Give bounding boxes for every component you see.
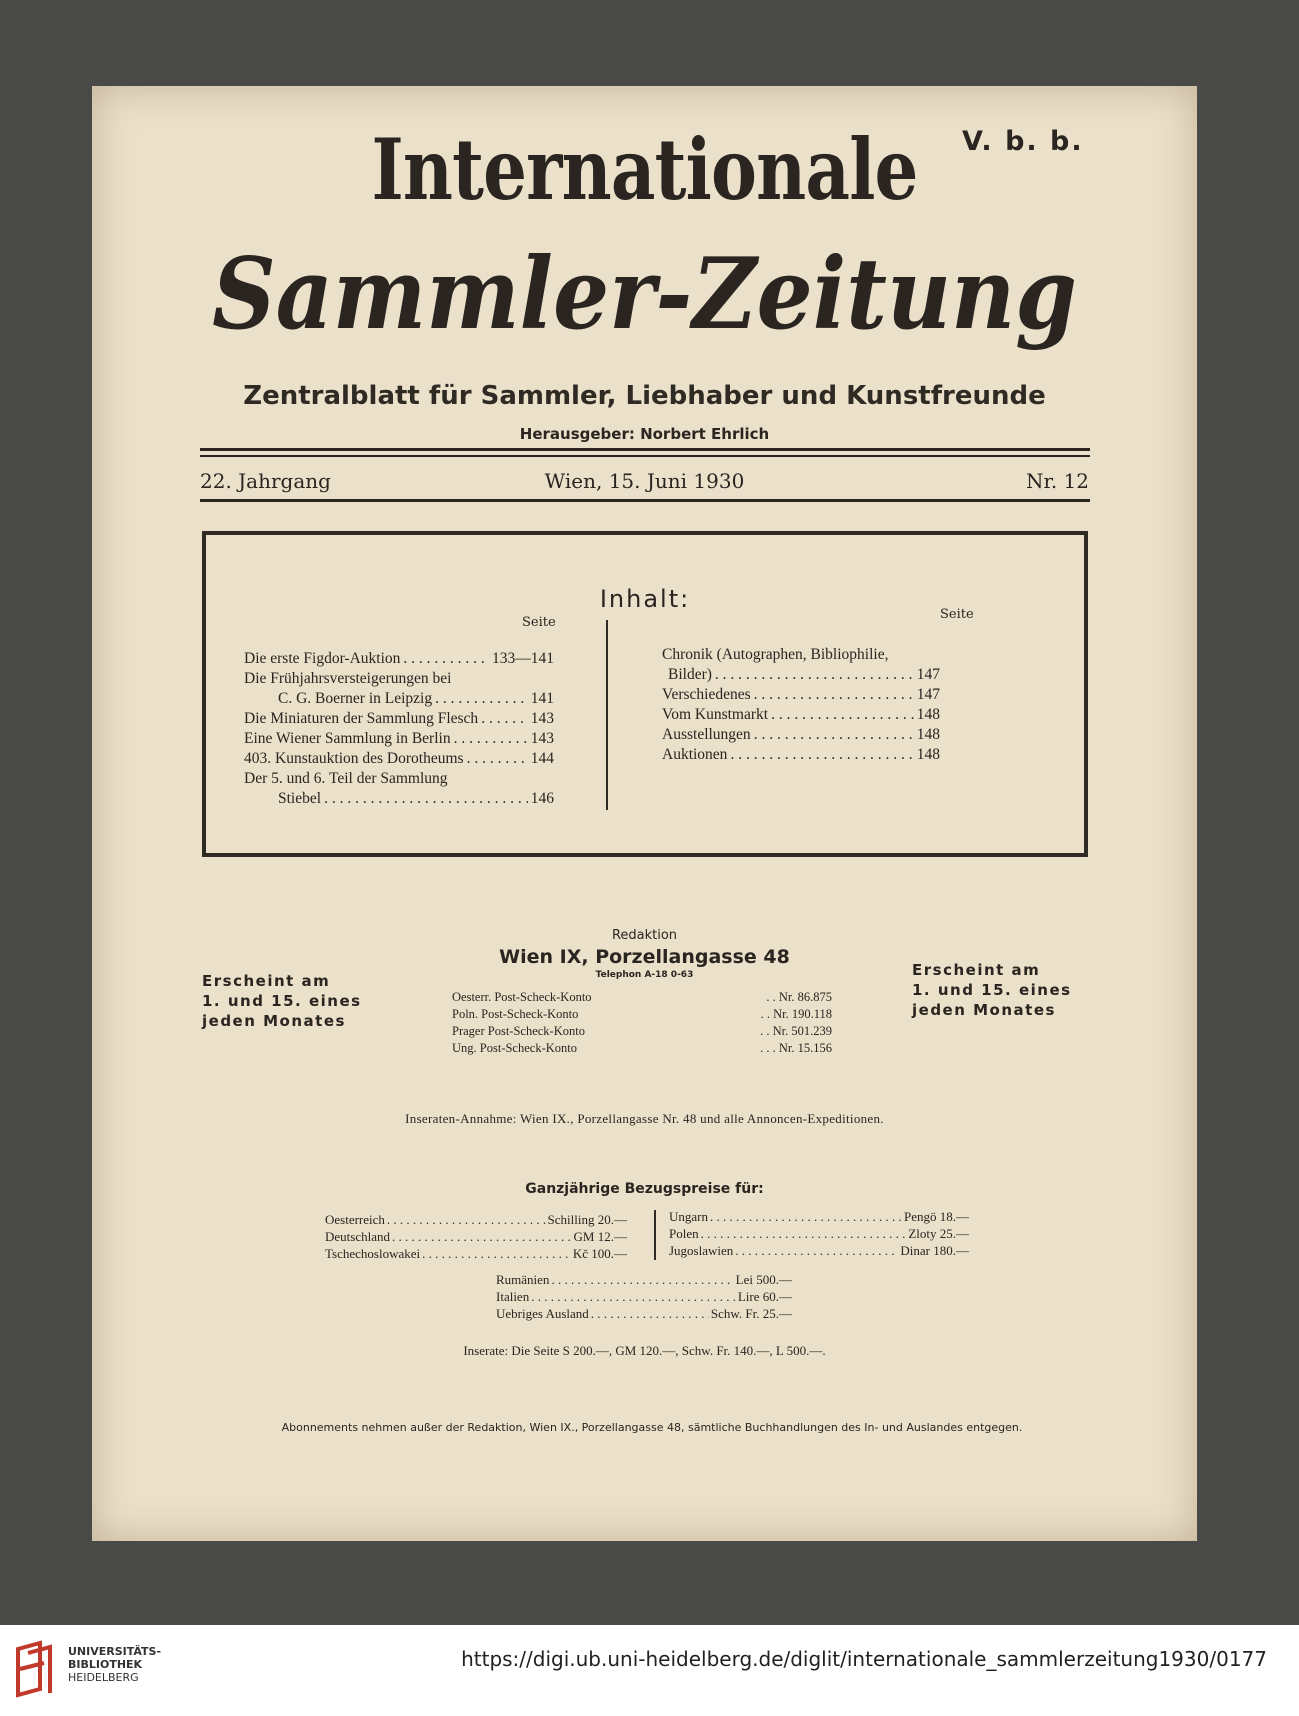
library-name-line: BIBLIOTHEK xyxy=(68,1658,143,1671)
konto-row: Oesterr. Post-Scheck-Konto . . Nr. 86.875 xyxy=(452,990,832,1004)
toc-item: 403. Kunstauktion des Dorotheums . . . 144 xyxy=(244,749,554,769)
inserate-prices: Inserate: Die Seite S 200.—, GM 120.—, Schw. Fr. 140.—, L 500.—. xyxy=(463,1343,826,1358)
publisher: Herausgeber: Norbert Ehrlich xyxy=(519,425,770,443)
document-url[interactable]: https://digi.ub.uni-heidelberg.de/diglit/internationale_sammlerzeitung1930/0177 xyxy=(461,1647,1267,1671)
redaktion-label: Redaktion xyxy=(611,928,678,943)
erscheint-line: jeden Monates xyxy=(202,1012,346,1030)
jahrgang: 22. Jahrgang xyxy=(200,469,331,493)
rule-top xyxy=(200,448,1090,451)
toc-item: C. G. Boerner in Leipzig . . . 141 xyxy=(244,689,554,709)
newspaper-page xyxy=(92,86,1197,1541)
toc-item: Auktionen . . . 148 xyxy=(662,745,940,765)
library-logo-icon xyxy=(14,1639,60,1699)
prices-divider xyxy=(654,1210,656,1260)
erscheint-line: 1. und 15. eines xyxy=(202,992,362,1010)
erscheint-left xyxy=(202,971,362,1031)
library-name-line: UNIVERSITÄTS- xyxy=(68,1645,162,1658)
toc-item: Die Miniaturen der Sammlung Flesch . . . 143 xyxy=(244,709,554,729)
viewer-footer xyxy=(0,1625,1299,1716)
seite-label-left: Seite xyxy=(522,615,556,630)
title-line-1: Internationale xyxy=(371,120,918,219)
toc-item: Die Frühjahrsversteigerungen bei xyxy=(244,670,452,687)
seite-label-right: Seite xyxy=(940,607,974,622)
price-row: Jugoslawien . . . Dinar 180.— xyxy=(669,1242,969,1259)
issue-number: Nr. 12 xyxy=(1025,469,1089,493)
erscheint-right xyxy=(912,960,1072,1020)
price-row: Ungarn . . . Pengö 18.— xyxy=(669,1208,969,1225)
konto-list xyxy=(452,989,832,1057)
toc-item: Verschiedenes . . . 147 xyxy=(662,685,940,705)
inserate-annahme: Inseraten-Annahme: Wien IX., Porzellangasse Nr. 48 und alle Annoncen-Expeditionen. xyxy=(405,1111,884,1126)
library-name xyxy=(68,1645,161,1684)
rule-bottom xyxy=(200,499,1090,502)
toc-item: Ausstellungen . . . 148 xyxy=(662,725,940,745)
contents-divider xyxy=(606,620,608,810)
toc-item: Stiebel . . . 146 xyxy=(244,789,554,809)
price-row: Rumänien . . . Lei 500.— xyxy=(496,1271,792,1288)
redaktion-address: Wien IX, Porzellangasse 48 xyxy=(499,946,790,968)
toc-item: Eine Wiener Sammlung in Berlin . . . 143 xyxy=(244,729,554,749)
toc-item: Bilder) . . . 147 xyxy=(662,665,940,685)
contents-left xyxy=(244,649,554,809)
erscheint-line: jeden Monates xyxy=(912,1001,1056,1019)
title-line-2: Sammler-Zeitung xyxy=(212,237,1077,352)
toc-item: Der 5. und 6. Teil der Sammlung xyxy=(244,770,448,787)
prices-center xyxy=(496,1271,792,1322)
issue-date: Wien, 15. Juni 1930 xyxy=(544,469,745,493)
contents-box xyxy=(202,531,1088,857)
toc-item: Chronik (Autographen, Bibliophilie, xyxy=(662,646,889,663)
price-row: Deutschland . . . GM 12.— xyxy=(325,1228,627,1245)
konto-row: Ung. Post-Scheck-Konto . . . Nr. 15.156 xyxy=(452,1041,832,1055)
prices-left xyxy=(325,1211,627,1262)
price-row: Oesterreich . . . Schilling 20.— xyxy=(325,1211,627,1228)
contents-heading: Inhalt: xyxy=(599,585,691,613)
telephone: Telephon A-18 0-63 xyxy=(595,970,694,980)
subtitle: Zentralblatt für Sammler, Liebhaber und Kunstfreunde xyxy=(243,381,1046,411)
prices-heading: Ganzjährige Bezugspreise für: xyxy=(525,1181,764,1197)
erscheint-line: Erscheint am xyxy=(912,961,1041,979)
toc-item: Die erste Figdor-Auktion . . . 133—141 xyxy=(244,649,554,669)
konto-row: Prager Post-Scheck-Konto . . Nr. 501.239 xyxy=(452,1024,832,1038)
erscheint-line: Erscheint am xyxy=(202,972,331,990)
library-name-line: HEIDELBERG xyxy=(68,1671,139,1684)
price-row: Polen . . . Zloty 25.— xyxy=(669,1225,969,1242)
price-row: Italien . . . Lire 60.— xyxy=(496,1288,792,1305)
konto-row: Poln. Post-Scheck-Konto . . Nr. 190.118 xyxy=(452,1007,832,1021)
contents-right xyxy=(662,645,940,765)
price-row: Tschechoslowakei . . . Kč 100.— xyxy=(325,1245,627,1262)
erscheint-line: 1. und 15. eines xyxy=(912,981,1072,999)
postal-marker: V. b. b. xyxy=(962,126,1084,157)
rule-top-thin xyxy=(200,455,1090,457)
prices-right xyxy=(669,1208,969,1259)
toc-item: Vom Kunstmarkt . . . 148 xyxy=(662,705,940,725)
price-row: Uebriges Ausland . . . Schw. Fr. 25.— xyxy=(496,1305,792,1322)
abonnements-note: Abonnements nehmen außer der Redaktion, Wien IX., Porzellangasse 48, sämtliche Buchhandlungen des In- und Auslandes entgegen. xyxy=(281,1421,1023,1434)
